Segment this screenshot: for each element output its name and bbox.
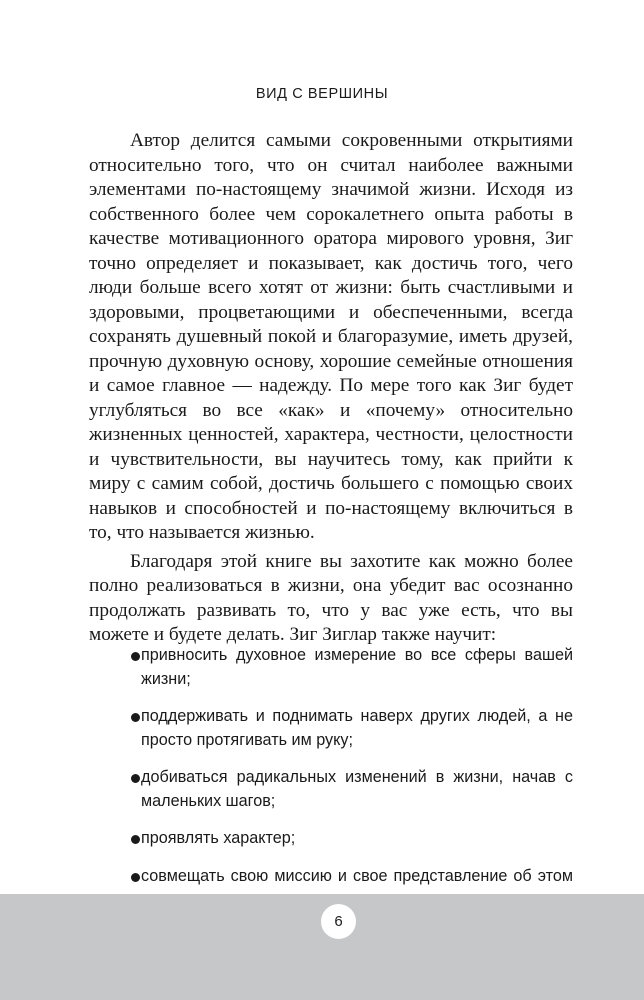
list-item-text: привносить духовное измерение во все сферы вашей жизни;	[141, 646, 573, 688]
paragraph: Автор делится самыми сокровенными открытиями относительно того, что он считал наиболее важными элементами по-настоящему значимой жизни. Исходя из собственного более чем сорокалетнего опыта работы в качестве мотивационного оратора мирового уровня, Зиг точно определяет и показывает, как достичь того, чего люди больше всего хотят от жизни: быть счастливыми и здоровыми, процветающими и обеспеченными, всегда сохранять душевный покой и благоразумие, иметь друзей, прочную духовную основу, хорошие семейные отношения и самое главное — надежду. По мере того как Зиг будет углубляться во все «как» и «почему» относительно жизненных ценностей, характера, честности, целостности и чувствительности, вы научитесь тому, как прийти к миру с самим собой, достичь большего с помощью своих навыков и способностей и по-настоящему включиться в то, что называется жизнью.	[89, 130, 573, 543]
list-item-text: проявлять характер;	[141, 829, 296, 847]
list-item	[89, 766, 573, 813]
body-text	[89, 129, 573, 652]
list-item	[89, 827, 573, 851]
list-item-text: добиваться радикальных изменений в жизни, начав с маленьких шагов;	[141, 768, 573, 810]
list-item	[89, 705, 573, 752]
bullet-icon	[131, 713, 140, 722]
footer-band	[0, 894, 644, 1000]
bullet-icon	[131, 873, 140, 882]
running-title: ВИД С ВЕРШИНЫ	[255, 86, 389, 102]
list-item-text: поддерживать и поднимать наверх других людей, а не просто протягивать им руку;	[141, 707, 573, 749]
bullet-list	[89, 644, 573, 926]
page-number: 6	[321, 904, 356, 939]
bullet-icon	[131, 774, 140, 783]
bullet-icon	[131, 652, 140, 661]
bullet-icon	[131, 835, 140, 844]
list-item-text: совмещать свою миссию и свое представление об этом	[141, 866, 573, 885]
paragraph: Благодаря этой книге вы захотите как можно более полно реализоваться в жизни, она убедит вас осознанно продолжать развивать то, что у вас уже есть, что вы можете и будете делать. Зиг Зиглар также научит:	[89, 550, 573, 645]
list-item	[89, 644, 573, 691]
